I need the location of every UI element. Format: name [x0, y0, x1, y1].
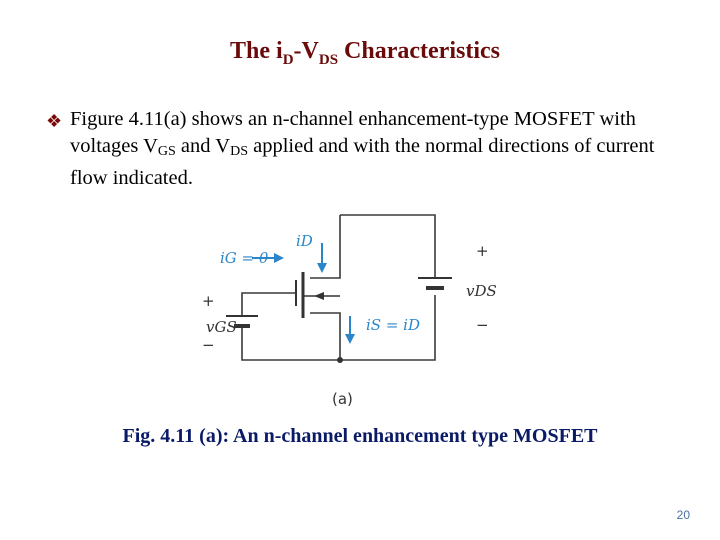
vgs-label: vGS: [206, 318, 237, 336]
id-label: iD: [296, 232, 313, 250]
ig-label: iG = 0: [220, 249, 269, 267]
figure-caption: Fig. 4.11 (a): An n-channel enhancement type MOSFET: [122, 425, 598, 447]
vds-minus: −: [476, 316, 489, 334]
gate-wire: [242, 293, 296, 316]
slide-title: The $i_D-V_{DS}$ Characteristics: [230, 38, 500, 68]
body-arrow-icon: [314, 292, 324, 300]
vgs-minus: −: [202, 336, 215, 354]
vgs-plus: +: [202, 292, 215, 310]
vds-plus: +: [476, 242, 489, 260]
mosfet-circuit-diagram: [190, 208, 520, 418]
bullet-text: Figure 4.11(a) shows an n-channel enhancement-type MOSFET with voltages $V_{GS}$ and $V_{DS}$ applied and with the normal directions of current flow indicated.: [70, 108, 655, 189]
vds-label: vDS: [466, 282, 497, 300]
source-lead: [310, 313, 340, 360]
diamond-bullet-icon: ❖: [46, 111, 63, 131]
drain-wire: [340, 215, 435, 278]
bullet-point: [46, 106, 666, 192]
page-number: 20: [676, 508, 690, 522]
ground-node: [337, 357, 343, 363]
subfigure-label: (a): [332, 390, 353, 408]
is-label: iS = iD: [366, 316, 421, 334]
drain-lead: [310, 215, 340, 278]
ground-wire: [242, 326, 340, 360]
